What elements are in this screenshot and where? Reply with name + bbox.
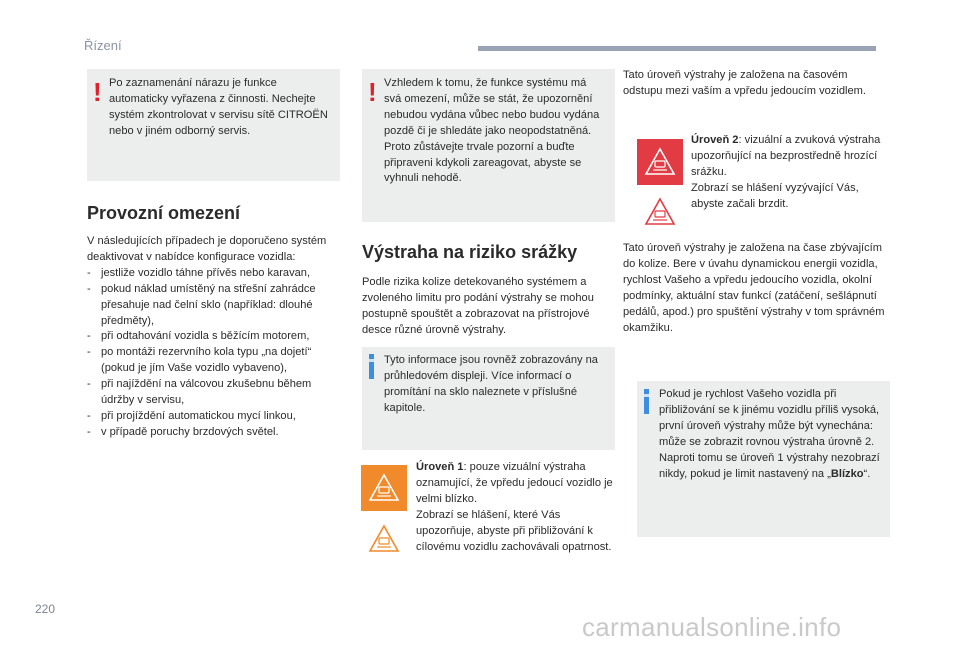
collision-warning-outline-icon xyxy=(361,516,407,562)
level1-label: Úroveň 1 xyxy=(416,461,464,473)
section-title: Řízení xyxy=(84,38,122,53)
info-box-speed xyxy=(637,381,890,537)
warning-text: Vzhledem k tomu, že funkce systému má svá omezení, může se stát, že upozornění nebudou vydána vůbec nebo budou vydána pozdě či je shledáte jako neopodstatněná. Proto zůstávejte trvale pozorní a buďte připraveni kdykoli zareagovat, abyste se vyhnuli nehodě. xyxy=(384,77,600,185)
info-icon xyxy=(369,354,374,379)
level2-text-2: Zobrazí se hlášení vyzývající Vás, abyste začali brzdit. xyxy=(691,181,859,210)
list-item: - při odtahování vozidla s běžícím motorem, xyxy=(87,329,341,345)
header-divider-bar xyxy=(478,46,876,51)
exclamation-icon: ! xyxy=(368,77,377,107)
watermark: carmanualsonline.info xyxy=(582,612,842,642)
level1-text-main: : pouze vizuální výstraha oznamující, že vpředu jedoucí vozidlo je velmi blízko. xyxy=(416,461,613,505)
list-item: - při projíždění automatickou mycí linkou, xyxy=(87,409,341,425)
level1-basis-text: Tato úroveň výstrahy je založena na časovém odstupu mezi vaším a vpředu jedoucím vozidlem. xyxy=(623,69,866,97)
info-text-2-prefix: Naproti tomu se úroveň 1 výstrahy nezobrazí nikdy, pokud je limit nastavený na „ xyxy=(659,451,880,480)
list-item: - v případě poruchy brzdových světel. xyxy=(87,425,341,441)
collision-intro: Podle rizika kolize detekovaného systémem a zvoleného limitu pro podání výstrahy se mohou postupně spouštět a zobrazovat na přístrojové desce různé úrovně výstrahy. xyxy=(362,276,594,336)
warning-text: Po zaznamenání nárazu je funkce automaticky vyřazena z činnosti. Nechejte systém zkontrolovat v servisu sítě CITROËN nebo v jiném odborný servis. xyxy=(109,77,328,137)
level2-description xyxy=(691,133,881,213)
list-item: - jestliže vozidlo táhne přívěs nebo karavan, xyxy=(87,266,341,282)
limits-section xyxy=(87,234,341,441)
warning-box-limits xyxy=(362,69,615,222)
info-text xyxy=(659,387,881,482)
heading-operational-limits: Provozní omezení xyxy=(87,203,241,223)
level2-text-main: : vizuální a zvuková výstraha upozorňující na bezprostředně hrozící srážku. xyxy=(691,134,881,178)
level2-basis-text: Tato úroveň výstrahy je založena na čase zbývajícím do kolize. Bere v úvahu dynamickou energii vozidla, rychlost Vašeho a vpředu jedoucího vozidla, okolní podmínky, aktuální stav funkcí (zatáčení, sešlápnutí pedálů, apod.) pro spuštění výstrahy v tom správném okamžiku. xyxy=(623,242,885,334)
limits-intro: V následujících případech je doporučeno systém deaktivovat v nabídce konfigurace vozidla: xyxy=(87,235,327,263)
level2-label: Úroveň 2 xyxy=(691,134,739,146)
level1-description xyxy=(416,460,616,555)
collision-warning-outline-icon xyxy=(637,189,683,235)
list-item: - po montáži rezervního kola typu „na dojetí“ (pokud je jím Vaše vozidlo vybaveno), xyxy=(87,345,341,377)
info-text-1: Pokud je rychlost Vašeho vozidla při přibližování se k jinému vozidlu příliš vysoká, první úroveň výstrahy může být vynechána: může se zobrazit rovnou výstraha úrovně 2. xyxy=(659,388,880,448)
warning-box-crash xyxy=(87,69,340,181)
info-icon xyxy=(644,389,649,414)
list-item: - pokud náklad umístěný na střešní zahrádce přesahuje nad čelní sklo (například: dlouhé předměty), xyxy=(87,282,341,330)
info-box-hud xyxy=(362,347,615,450)
collision-warning-red-icon xyxy=(637,139,683,185)
exclamation-icon: ! xyxy=(93,77,102,107)
level1-text-2: Zobrazí se hlášení, které Vás upozorňuje, abyste při přibližování k cílovému vozidlu zachovávali opatrnost. xyxy=(416,508,612,553)
page-number: 220 xyxy=(35,602,56,616)
setting-near-label: Blízko xyxy=(830,467,864,480)
list-item: - při najíždění na válcovou zkušebnu během údržby v servisu, xyxy=(87,377,341,409)
info-text-2 xyxy=(659,451,881,483)
level2-text xyxy=(691,133,881,181)
info-text-2-suffix: “. xyxy=(863,467,871,480)
collision-warning-orange-icon xyxy=(361,465,407,511)
level1-text xyxy=(416,460,616,508)
heading-collision-warning: Výstraha na riziko srážky xyxy=(362,242,578,262)
limits-list xyxy=(87,266,341,441)
info-text: Tyto informace jsou rovněž zobrazovány na průhledovém displeji. Více informací o promítání na sklo naleznete v příslušné kapitole. xyxy=(384,354,598,414)
